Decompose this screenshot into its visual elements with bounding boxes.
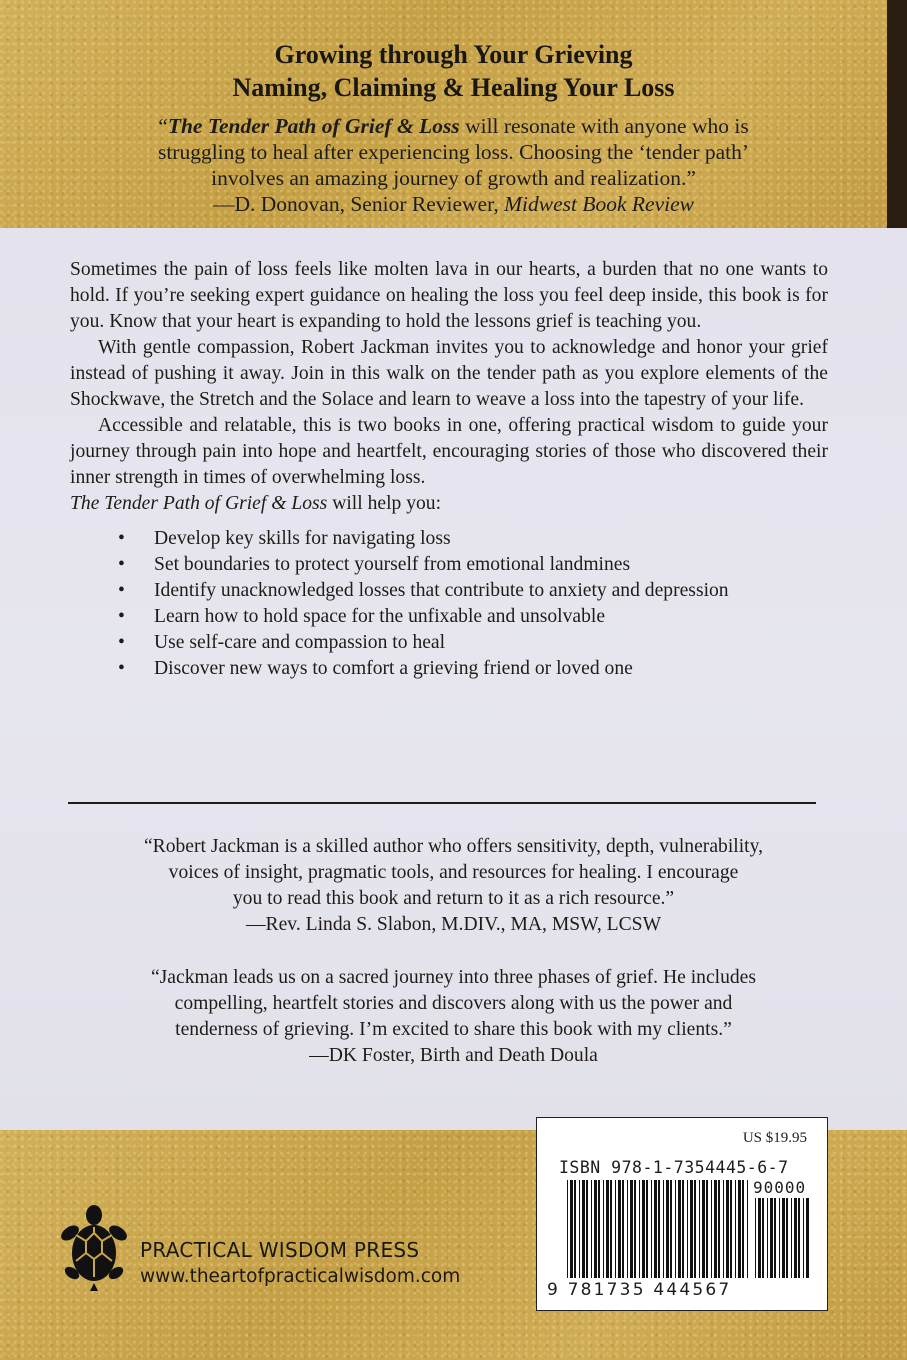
testimonial-2-attribution: —DK Foster, Birth and Death Doula	[309, 1045, 598, 1066]
description-paragraph-1: Sometimes the pain of loss feels like molten lava in our hearts, a burden that no one wants to hold. If you’re seeking expert guidance on healing the loss you feel deep inside, this book is for you. Know that your heart is expanding to hold the lessons grief is teaching you.	[70, 259, 828, 332]
list-item	[70, 526, 828, 552]
barcode-bar	[730, 1180, 732, 1278]
barcode-bar	[711, 1180, 712, 1278]
barcode-bar	[806, 1198, 809, 1278]
barcode-bar	[699, 1180, 700, 1278]
list-item	[70, 656, 828, 682]
barcode-bar	[610, 1180, 612, 1278]
barcode-bar	[666, 1180, 669, 1278]
barcode-bar	[618, 1180, 621, 1278]
barcode-bar	[646, 1180, 648, 1278]
barcode-bar	[642, 1180, 645, 1278]
description-paragraph-2: With gentle compassion, Robert Jackman invites you to acknowledge and honor your grief instead of pushing it away. Join in this walk on the tender path as you explore elements of the Shockwave, the Stretch and the Solace and learn to weave a loss into the tapestry of your life.	[70, 337, 828, 410]
price-addon-code: 90000	[753, 1178, 807, 1197]
testimonial-1-line-1: “Robert Jackman is a skilled author who offers sensitivity, depth, vulnerability,	[143, 836, 764, 857]
barcode-bar	[594, 1180, 597, 1278]
barcode-bar	[570, 1180, 573, 1278]
turtle-logo-icon	[58, 1203, 130, 1293]
barcode-bar	[682, 1180, 684, 1278]
testimonial-1-line-2: voices of insight, pragmatic tools, and resources for healing. I encourage	[168, 862, 739, 883]
barcode-bar	[615, 1180, 616, 1278]
barcode-bar	[690, 1180, 693, 1278]
barcode-bar	[723, 1180, 724, 1278]
addon-barcode	[755, 1198, 811, 1278]
benefits-list	[70, 526, 828, 682]
list-item-text: Discover new ways to comfort a grieving friend or loved one	[154, 658, 633, 679]
barcode-bar	[582, 1180, 585, 1278]
top-quote-line-2: struggling to heal after experiencing loss. Choosing the ‘tender path’	[157, 140, 750, 164]
top-quote-attribution	[70, 191, 837, 217]
testimonial-2-line-2: compelling, heartfelt stories and discovers along with us the power and	[174, 993, 733, 1014]
barcode-bar	[779, 1198, 780, 1278]
barcode-bar	[770, 1198, 773, 1278]
barcode-bar	[694, 1180, 696, 1278]
barcode-bar	[598, 1180, 600, 1278]
barcode-bar	[702, 1180, 705, 1278]
bullet-icon: •	[118, 528, 125, 549]
barcode-bar	[718, 1180, 720, 1278]
list-item	[70, 630, 828, 656]
list-item-text: Learn how to hold space for the unfixable and unsolvable	[154, 606, 606, 627]
barcode-bar	[738, 1180, 741, 1278]
barcode-bar	[663, 1180, 664, 1278]
list-item	[70, 578, 828, 604]
barcode-bar	[603, 1180, 604, 1278]
benefits-intro	[70, 491, 828, 517]
headline-line-1: Growing through Your Grieving	[274, 40, 633, 69]
barcode-bar	[579, 1180, 580, 1278]
testimonial-2	[60, 965, 847, 1069]
top-quote-line-1-rest: will resonate with anyone who is	[459, 114, 749, 138]
headline-line-2: Naming, Claiming & Healing Your Loss	[232, 73, 675, 102]
barcode-bar	[670, 1180, 672, 1278]
barcode-bar	[798, 1198, 800, 1278]
bullet-icon: •	[118, 632, 125, 653]
list-item-text: Set boundaries to protect yourself from emotional landmines	[154, 554, 631, 575]
publisher-website[interactable]: www.theartofpracticalwisdom.com	[140, 1266, 461, 1287]
barcode-bar	[762, 1198, 764, 1278]
top-review-quote	[70, 113, 837, 217]
barcode-bar	[678, 1180, 681, 1278]
list-item-text: Use self-care and compassion to heal	[154, 632, 446, 653]
top-quote-line-3: involves an amazing journey of growth and realization.”	[211, 166, 696, 190]
description-paragraph-3: Accessible and relatable, this is two books in one, offering practical wisdom to guide your journey through pain into hope and heartfelt, encouraging stories of those who discovered their inner strength in times of overwhelming loss.	[70, 415, 828, 488]
barcode-bar	[627, 1180, 628, 1278]
barcode-bar	[651, 1180, 652, 1278]
barcode-bar	[782, 1198, 785, 1278]
list-item-text: Identify unacknowledged losses that contribute to anxiety and depression	[154, 580, 729, 601]
barcode-bar	[634, 1180, 636, 1278]
bullet-icon: •	[118, 658, 125, 679]
list-item-text: Develop key skills for navigating loss	[154, 528, 451, 549]
benefits-intro-rest: will help you:	[327, 493, 442, 514]
barcode-bar	[654, 1180, 657, 1278]
barcode-bar	[606, 1180, 609, 1278]
testimonial-1-attribution: —Rev. Linda S. Slabon, M.DIV., MA, MSW, LCSW	[245, 914, 662, 935]
price-label: US $19.95	[742, 1130, 807, 1146]
section-divider	[68, 802, 816, 804]
testimonial-2-line-1: “Jackman leads us on a sacred journey into three phases of grief. He includes	[150, 967, 756, 988]
barcode-bar	[639, 1180, 640, 1278]
barcode-bar	[675, 1180, 676, 1278]
benefits-intro-title: The Tender Path of Grief & Loss	[70, 493, 328, 514]
book-title: The Tender Path of Grief & Loss	[167, 114, 460, 138]
barcode-box	[536, 1117, 828, 1311]
barcode-bar	[574, 1180, 576, 1278]
testimonial-1-line-3: you to read this book and return to it as a rich resource.”	[232, 888, 675, 909]
barcode-bar	[791, 1198, 792, 1278]
barcode-bar	[747, 1180, 748, 1278]
barcode-bar	[726, 1180, 729, 1278]
publisher-name: PRACTICAL WISDOM PRESS	[140, 1238, 420, 1262]
bullet-icon: •	[118, 606, 125, 627]
bullet-icon: •	[118, 554, 125, 575]
list-item	[70, 604, 828, 630]
barcode-bar	[687, 1180, 688, 1278]
barcode-bar	[714, 1180, 717, 1278]
barcode-bar	[758, 1198, 761, 1278]
barcode-bar	[786, 1198, 788, 1278]
attribution-prefix: —D. Donovan, Senior Reviewer,	[213, 192, 505, 216]
list-item	[70, 552, 828, 578]
barcode-bar	[622, 1180, 624, 1278]
barcode-bar	[794, 1198, 797, 1278]
barcode-bar	[567, 1180, 568, 1278]
barcode-bar	[755, 1198, 756, 1278]
barcode-bar	[735, 1180, 736, 1278]
isbn-barcode	[567, 1180, 749, 1278]
barcode-bar	[803, 1198, 804, 1278]
barcode-bar	[658, 1180, 660, 1278]
barcode-number: 9 781735 444567	[547, 1280, 732, 1300]
top-quote-line-1: “The Tender Path of Grief & Loss will resonate with anyone who is	[158, 114, 749, 138]
barcode-bar	[586, 1180, 588, 1278]
barcode-bar	[706, 1180, 708, 1278]
barcode-bar	[630, 1180, 633, 1278]
testimonial-1	[60, 834, 847, 938]
spine-edge	[887, 0, 907, 228]
bullet-icon: •	[118, 580, 125, 601]
barcode-bar	[591, 1180, 592, 1278]
barcode-bar	[742, 1180, 744, 1278]
book-description	[70, 257, 828, 682]
attribution-source: Midwest Book Review	[504, 192, 694, 216]
testimonial-2-line-3: tenderness of grieving. I’m excited to share this book with my clients.”	[175, 1019, 732, 1040]
isbn-label: ISBN 978-1-7354445-6-7	[559, 1158, 789, 1177]
barcode-bar	[767, 1198, 768, 1278]
barcode-bar	[774, 1198, 776, 1278]
